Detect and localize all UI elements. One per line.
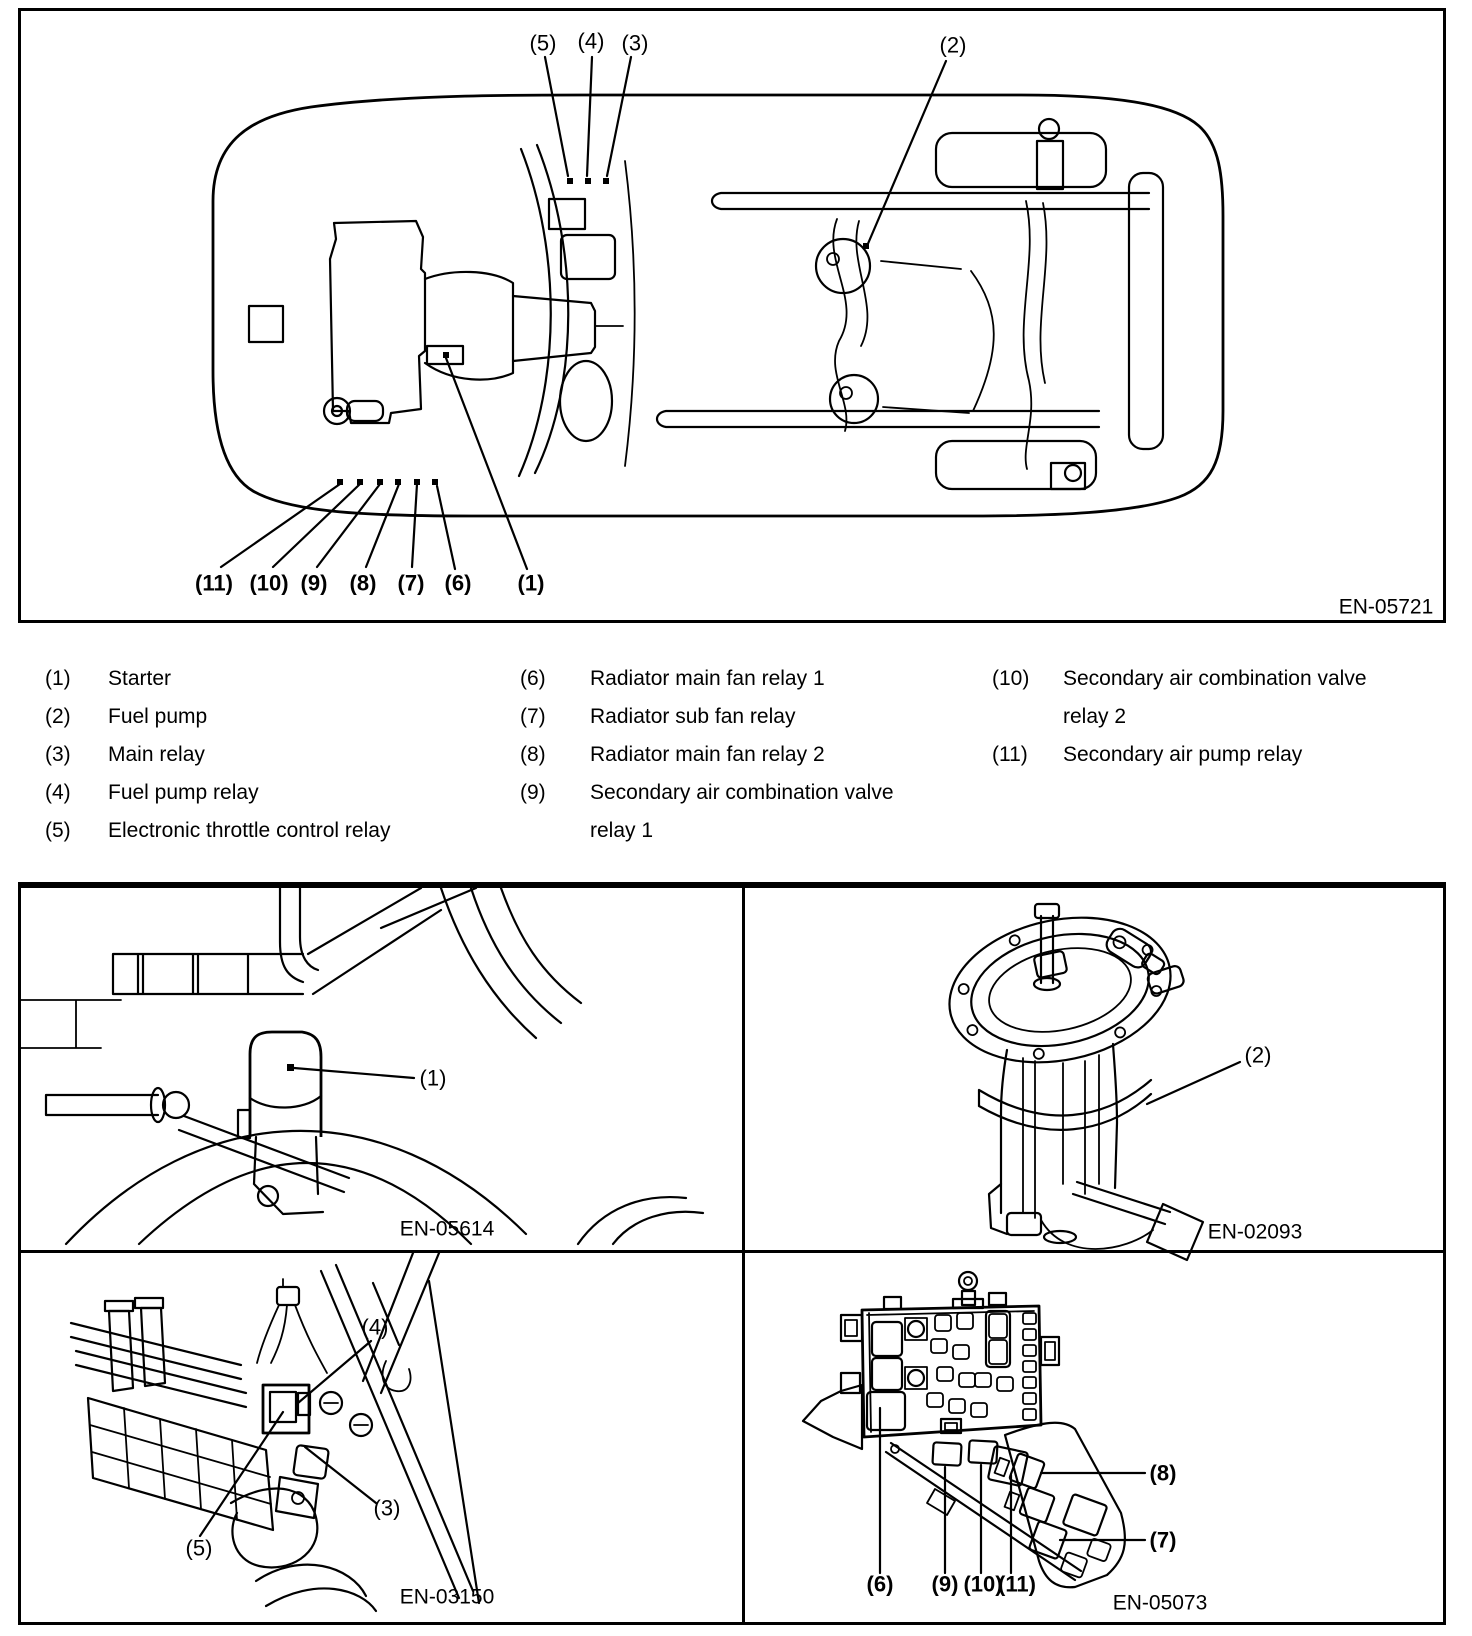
rear-hatch <box>1129 173 1163 449</box>
figure-code: EN-05721 <box>1338 595 1434 619</box>
side-rail-bottom <box>657 411 1099 427</box>
legend-item: (10) Secondary air combination valve relay 2 <box>992 667 1367 728</box>
fuel-pump-relay <box>270 1392 296 1422</box>
figure-code: EN-02093 <box>1207 1220 1303 1244</box>
float-arm <box>1073 1182 1170 1224</box>
tie-rod <box>46 1095 158 1115</box>
side-rail-top <box>712 193 1149 209</box>
body-frame-lines <box>321 1253 479 1603</box>
leaders-bottom-row <box>221 484 455 569</box>
fuel-pipe <box>1041 916 1053 983</box>
figure-code: EN-05614 <box>399 1217 495 1241</box>
engine-mount <box>249 306 283 342</box>
pump-flange <box>936 898 1184 1082</box>
figure-code: EN-03150 <box>399 1585 495 1609</box>
mount-flap <box>803 1385 862 1449</box>
detail-panels-block <box>18 882 1446 1625</box>
callout-9: (9) <box>931 1571 959 1597</box>
legend-item: (8) Radiator main fan relay 2 <box>520 743 825 766</box>
pump-strap <box>979 1080 1151 1130</box>
legend-item: (11) Secondary air pump relay <box>992 743 1303 766</box>
callout-10: (10) <box>249 570 289 596</box>
fuel-pump-location <box>816 239 870 293</box>
legend-column-3 <box>992 660 1413 774</box>
relay-detail-drawing <box>21 1253 742 1622</box>
callout-3: (3) <box>373 1495 401 1521</box>
leader-1 <box>294 1068 414 1078</box>
leader-2 <box>1147 1062 1240 1104</box>
legend-column-2 <box>520 660 940 850</box>
callout-1: (1) <box>517 570 545 596</box>
wheel-arch-upper <box>441 888 581 1038</box>
legend-item: (7) Radiator sub fan relay <box>520 705 796 728</box>
car-location-diagram-panel <box>18 8 1446 623</box>
callout-4: (4) <box>577 28 605 54</box>
leader-1 <box>446 358 527 569</box>
fusebox-detail-drawing <box>745 1253 1443 1622</box>
callout-5: (5) <box>529 30 557 56</box>
callout-2: (2) <box>939 32 967 58</box>
legend-item: (1) Starter <box>45 667 172 690</box>
tunnel-hump <box>560 361 612 441</box>
air-cleaner-grid <box>88 1398 273 1530</box>
starter-detail-drawing <box>21 888 742 1250</box>
callout-8: (8) <box>1149 1460 1177 1486</box>
firewall-arc <box>519 149 551 476</box>
callout-5: (5) <box>185 1535 213 1561</box>
leaders-5-4-3 <box>545 57 631 176</box>
frame-beam <box>113 954 303 994</box>
car-body-outline <box>213 95 1223 516</box>
callout-3: (3) <box>621 30 649 56</box>
car-top-view-drawing <box>21 11 1443 620</box>
callout-2: (2) <box>1244 1042 1272 1068</box>
callout-10: (10) <box>963 1571 1003 1597</box>
radiator-main-fan-relay-1 <box>867 1392 905 1430</box>
legend-item: (4) Fuel pump relay <box>45 781 259 804</box>
callout-11: (11) <box>998 1571 1036 1597</box>
mount-bolt <box>959 1272 977 1290</box>
callout-4: (4) <box>361 1314 389 1340</box>
callout-1: (1) <box>419 1065 447 1091</box>
strut-brace <box>71 1323 246 1407</box>
figure-code: EN-05073 <box>1112 1591 1208 1615</box>
legend-item: (2) Fuel pump <box>45 705 208 728</box>
legend-item: (5) Electronic throttle control relay <box>45 819 391 842</box>
callout-11: (11) <box>195 570 233 596</box>
callout-6: (6) <box>444 570 472 596</box>
callout-9: (9) <box>300 570 328 596</box>
callout-6: (6) <box>866 1571 894 1597</box>
leader-5 <box>200 1412 283 1536</box>
callout-8: (8) <box>349 570 377 596</box>
callout-7: (7) <box>1149 1527 1177 1553</box>
legend-column-1 <box>45 660 468 850</box>
fuel-pump-detail-drawing <box>745 888 1443 1250</box>
leader-2 <box>867 61 946 246</box>
fusebox-small <box>549 199 585 229</box>
legend-item: (9) Secondary air combination valve relay 1 <box>520 781 894 842</box>
fusebox-large <box>561 235 615 279</box>
starter-body <box>250 1032 321 1137</box>
callout-7: (7) <box>397 570 425 596</box>
legend-item: (6) Radiator main fan relay 1 <box>520 667 825 690</box>
secondary-air-combination-valve-relay-1 <box>932 1442 961 1465</box>
engine-block <box>330 221 425 423</box>
legend-item: (3) Main relay <box>45 743 205 766</box>
